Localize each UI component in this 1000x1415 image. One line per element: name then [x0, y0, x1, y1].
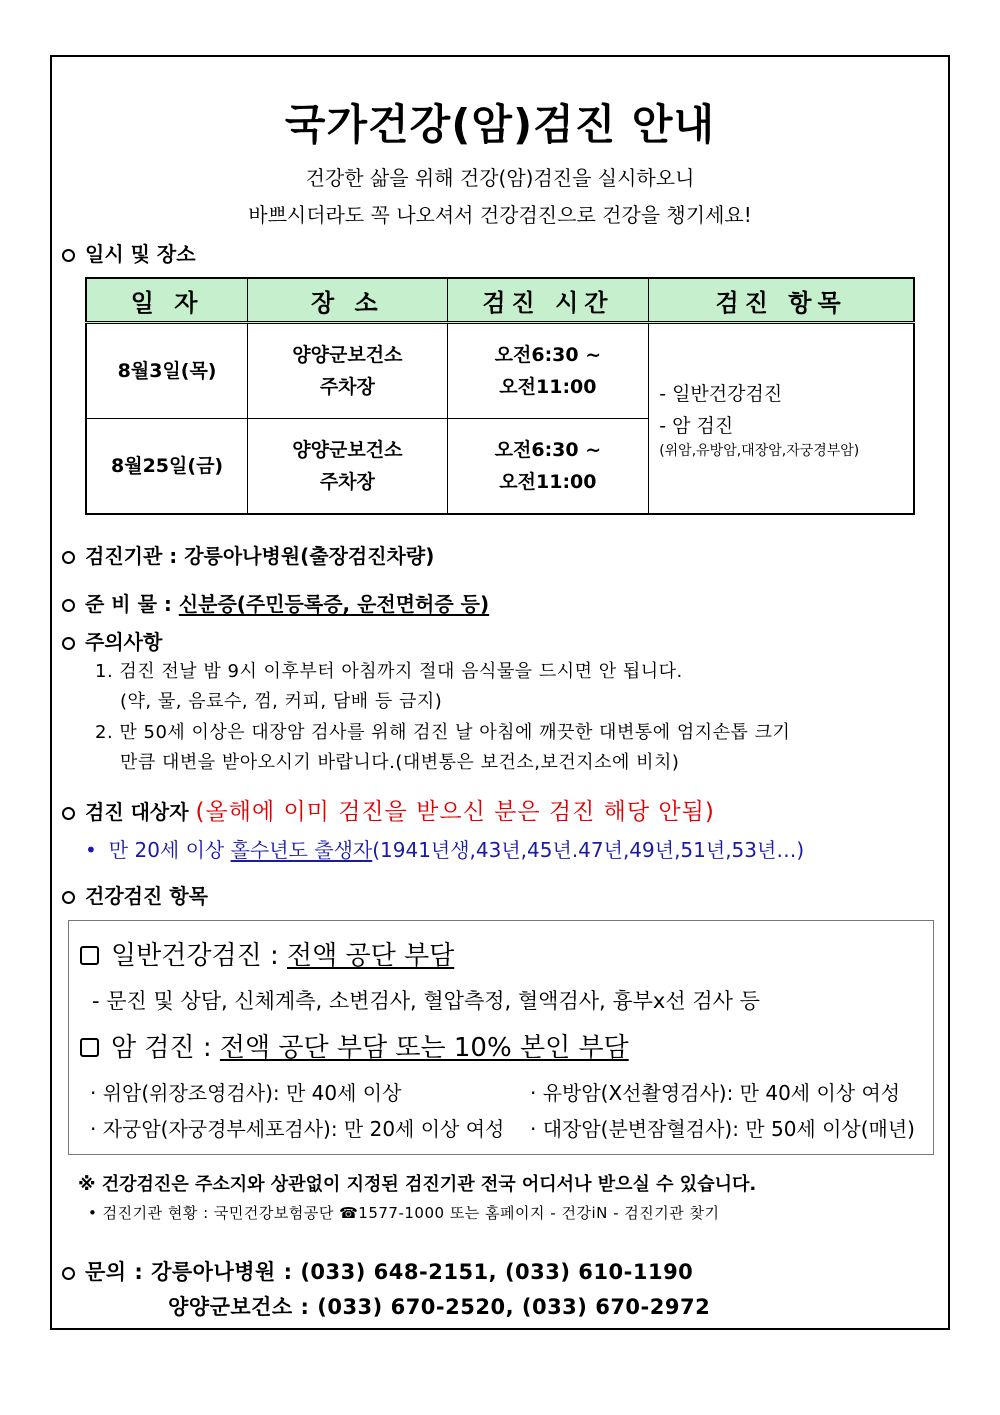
circle-bullet-icon: [62, 599, 75, 612]
circle-bullet-icon: [62, 807, 75, 820]
column-header-items: 검진 항목: [649, 278, 914, 323]
cancer-item: · 대장암(분변잠혈검사): 만 50세 이상(매년): [530, 1117, 915, 1141]
general-checkup-line: 일반건강검진 : 전액 공단 부담: [80, 935, 454, 972]
institution-line: 검진기관 : 강릉아나병원(출장검진차량): [62, 540, 434, 569]
cancer-item: · 유방암(X선촬영검사): 만 40세 이상 여성: [530, 1081, 901, 1105]
row-place: 양양군보건소 주차장: [248, 323, 447, 419]
caution-line: 1. 검진 전날 밤 9시 이후부터 아침까지 절대 음식물을 드시면 안 됩니다.: [95, 661, 683, 682]
circle-bullet-icon: [62, 1267, 75, 1280]
cautions-heading: 주의사항: [62, 626, 162, 655]
target-detail: • 만 20세 이상 홀수년도 출생자(1941년생,43년,45년.47년,49년,51년,53년…): [85, 838, 805, 862]
checkbox-icon: [80, 1038, 99, 1057]
contact-line-2: 양양군보건소 : (033) 670-2520, (033) 670-2972: [168, 1295, 711, 1319]
row-date: 8월3일(목): [86, 323, 248, 419]
checkbox-icon: [80, 946, 99, 965]
circle-bullet-icon: [62, 637, 75, 650]
row-date: 8월25일(금): [86, 419, 248, 514]
footnote-sub: • 검진기관 현황 : 국민건강보험공단 ☎1577-1000 또는 홈페이지 - 건강iN - 검진기관 찾기: [88, 1204, 720, 1222]
general-checkup-detail: - 문진 및 상담, 신체계측, 소변검사, 혈압측정, 혈액검사, 흉부x선 검사 등: [92, 989, 760, 1013]
target-warning: (올해에 이미 검진을 받으신 분은 검진 해당 안됨): [195, 799, 715, 825]
cancer-item: · 위암(위장조영검사): 만 40세 이상: [90, 1081, 402, 1105]
table-row: [86, 323, 914, 419]
caution-line: 2. 만 50세 이상은 대장암 검사를 위해 검진 날 아침에 깨끗한 대변통에 엄지손톱 크기: [95, 722, 791, 743]
cancer-checkup-line: 암 검진 : 전액 공단 부담 또는 10% 본인 부담: [80, 1027, 629, 1064]
checkup-heading: 건강검진 항목: [62, 880, 208, 909]
target-heading: 검진 대상자 (올해에 이미 검진을 받으신 분은 검진 해당 안됨): [62, 793, 715, 826]
page-title: 국가건강(암)검진 안내: [284, 100, 716, 149]
circle-bullet-icon: [62, 551, 75, 564]
row-time: 오전6:30 ~ 오전11:00: [447, 419, 649, 514]
checkup-items-cell: - 일반건강검진 - 암 검진 (위암,유방암,대장암,자궁경부암): [649, 323, 914, 515]
row-time: 오전6:30 ~ 오전11:00: [447, 323, 649, 419]
column-header-time: 검진 시간: [447, 278, 649, 323]
schedule-heading: 일시 및 장소: [62, 238, 196, 267]
contact-line-1: 문의 : 강릉아나병원 : (033) 648-2151, (033) 610-1190: [62, 1256, 693, 1286]
circle-bullet-icon: [62, 891, 75, 904]
subtitle-line-2: 바쁘시더라도 꼭 나오셔서 건강검진으로 건강을 챙기세요!: [248, 203, 752, 227]
circle-bullet-icon: [62, 249, 75, 262]
row-place: 양양군보건소 주차장: [248, 419, 447, 514]
caution-line: 만큼 대변을 받아오시기 바랍니다.(대변통은 보건소,보건지소에 비치): [120, 752, 680, 773]
subtitle-line-1: 건강한 삶을 위해 건강(암)검진을 실시하오니: [305, 166, 695, 190]
supplies-line: 준 비 물 : 신분증(주민등록증, 운전면허증 등): [62, 588, 489, 617]
column-header-place: 장 소: [248, 278, 447, 323]
schedule-table: [85, 277, 915, 515]
column-header-date: 일 자: [86, 278, 248, 323]
footnote: ※ 건강검진은 주소지와 상관없이 지정된 검진기관 전국 어디서나 받으실 수 있습니다.: [78, 1174, 757, 1195]
cancer-item: · 자궁암(자궁경부세포검사): 만 20세 이상 여성: [90, 1117, 505, 1141]
caution-line: (약, 물, 음료수, 껌, 커피, 담배 등 금지): [120, 691, 443, 712]
